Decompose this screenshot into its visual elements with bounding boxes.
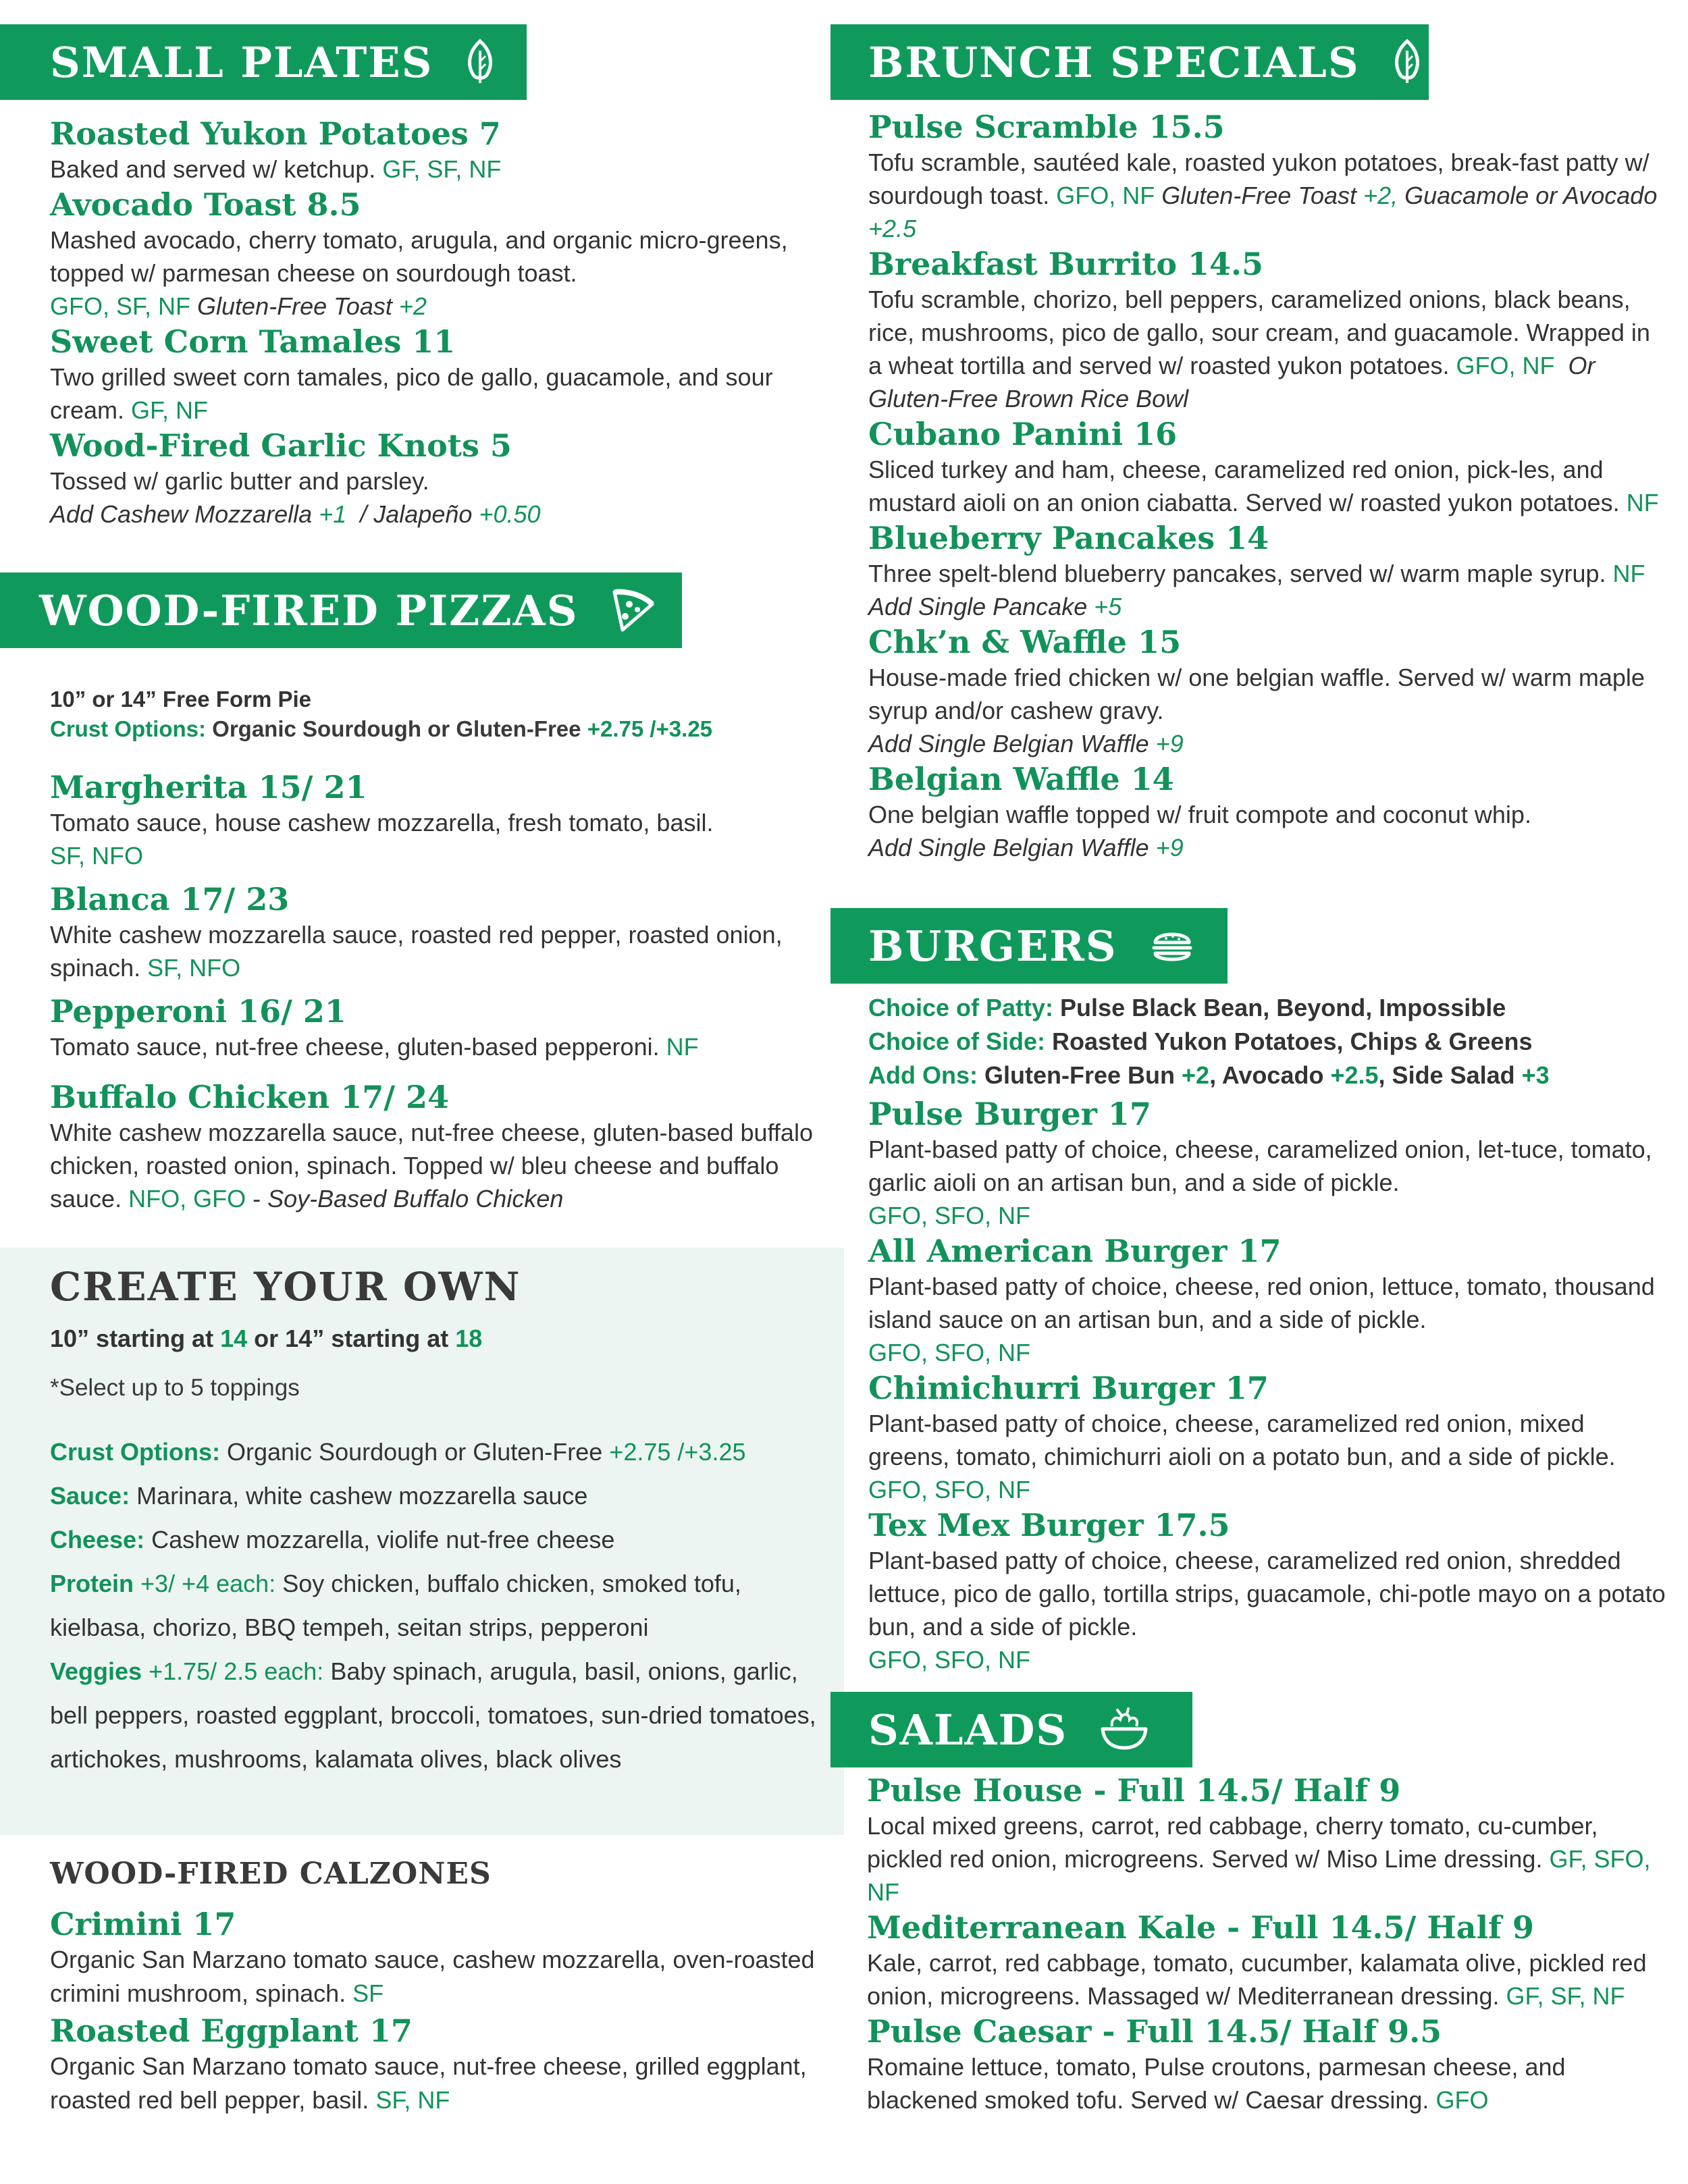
option-value: Soy chicken, buffalo chicken, smoked tofu, kielbasa, chorizo, BBQ tempeh, seitan strips, pepperoni: [50, 1570, 741, 1641]
menu-item: [867, 1772, 1670, 1909]
item-name: Pulse House - Full 14.5/ Half 9: [867, 1772, 1401, 1809]
burgers-title: BURGERS: [868, 921, 1117, 971]
option-label: Sauce:: [50, 1482, 130, 1510]
item-name: Tex Mex Burger 17.5: [868, 1507, 1230, 1543]
price-a: 14: [220, 1325, 248, 1352]
burger-options: [868, 991, 1672, 1092]
item-desc: Three spelt-blend blueberry pancakes, served w/ warm maple syrup.: [868, 560, 1606, 587]
item-name: Cubano Panini 16: [868, 416, 1178, 452]
item-tags: NF: [1626, 489, 1659, 516]
item-tags: GFO: [1435, 2086, 1489, 2114]
cyo-protein: [50, 1562, 833, 1649]
option-price: +3/ +4 each:: [140, 1570, 276, 1597]
burgers-list: [868, 1095, 1672, 1676]
addon-label: Guacamole or Avocado: [1404, 182, 1658, 209]
item-desc: White cashew mozzarella sauce, roasted red pepper, roasted onion, spinach.: [50, 921, 783, 982]
item-name: Mediterranean Kale - Full 14.5/ Half 9: [867, 1909, 1534, 1946]
menu-item: [868, 1095, 1672, 1232]
addon-name: , Side Salad: [1378, 1061, 1515, 1089]
item-desc: Kale, carrot, red cabbage, tomato, cucumber, kalamata olive, pickled red onion, microgreens. Massaged w/ Mediterranean dressing.: [867, 1949, 1647, 2010]
item-tags: GFO, SFO, NF: [868, 1476, 1030, 1503]
addon-price: +2,: [1363, 182, 1398, 209]
item-desc: Plant-based patty of choice, cheese, caramelized onion, let-tuce, tomato, garlic aioli on an artisan bun, and a side of pickle.: [868, 1136, 1652, 1196]
item-desc: Tomato sauce, house cashew mozzarella, fresh tomato, basil.: [50, 809, 714, 836]
salads-list: [867, 1772, 1670, 2116]
item-tags: GF, SF, NF: [1506, 1982, 1625, 2010]
item-tags: GF, NF: [131, 396, 209, 424]
addon-price: +2: [398, 292, 427, 320]
crust-price: +2.75 /+3.25: [587, 716, 713, 741]
item-name: Roasted Yukon Potatoes 7: [50, 115, 501, 152]
addon-price: +2: [1182, 1061, 1210, 1089]
option-value: Roasted Yukon Potatoes, Chips & Greens: [1052, 1028, 1533, 1055]
item-tags: SF, NFO: [147, 954, 241, 982]
item-name: Margherita 15/ 21: [50, 769, 367, 805]
item-name: Pulse Caesar - Full 14.5/ Half 9.5: [867, 2013, 1442, 2050]
item-name: Chimichurri Burger 17: [868, 1370, 1269, 1406]
menu-item: [868, 760, 1665, 864]
item-desc: Tofu scramble, sautéed kale, roasted yukon potatoes, break-fast patty w/ sourdough toast.: [868, 149, 1650, 209]
salad-bowl-icon: [1099, 1706, 1150, 1753]
option-value: Marinara, white cashew mozzarella sauce: [136, 1482, 588, 1510]
item-name: All American Burger 17: [868, 1233, 1282, 1269]
cyo-sizes: [50, 1325, 482, 1353]
addon-label: Add Single Pancake: [868, 593, 1088, 620]
item-desc: Tossed w/ garlic butter and parsley.: [50, 467, 429, 495]
menu-item: [50, 1905, 826, 2010]
patty-choice: [868, 991, 1672, 1025]
crust-value: Organic Sourdough or Gluten-Free: [212, 716, 581, 741]
menu-item: [868, 1232, 1672, 1369]
item-name: Pepperoni 16/ 21: [50, 993, 346, 1030]
item-desc: House-made fried chicken w/ one belgian waffle. Served w/ warm maple syrup and/or cashew gravy.: [868, 664, 1645, 724]
option-label: Add Ons:: [868, 1061, 978, 1089]
menu-item: [868, 623, 1665, 760]
item-tags: GFO, SFO, NF: [868, 1646, 1030, 1674]
item-name: Belgian Waffle 14: [868, 761, 1174, 797]
addon-label: Add Cashew Mozzarella: [50, 500, 313, 528]
burgers-banner: [830, 908, 1228, 984]
item-tags: GF, SFO, NF: [867, 1845, 1651, 1906]
menu-item: [50, 115, 826, 186]
item-desc: Mashed avocado, cherry tomato, arugula, and organic micro-greens, topped w/ parmesan cheese on sourdough toast.: [50, 226, 788, 287]
burger-addons: [868, 1059, 1672, 1092]
cyo-sauce: [50, 1474, 833, 1518]
item-desc: Local mixed greens, carrot, red cabbage, cherry tomato, cu-cumber, pickled red onion, microgreens. Served w/ Miso Lime dressing.: [867, 1812, 1598, 1873]
brunch-title: BRUNCH SPECIALS: [868, 37, 1360, 87]
item-desc: Baked and served w/ ketchup.: [50, 155, 376, 183]
item-tags: GFO, NF: [1456, 352, 1555, 379]
menu-item: [868, 1506, 1672, 1676]
menu-item: [50, 186, 826, 323]
item-desc: Organic San Marzano tomato sauce, nut-free cheese, grilled eggplant, roasted red bell pepper, basil.: [50, 2052, 807, 2114]
item-tags: GFO, SF, NF: [50, 292, 191, 320]
menu-item: [50, 992, 826, 1063]
cyo-options: [50, 1430, 833, 1781]
item-desc: White cashew mozzarella sauce, nut-free cheese, gluten-based buffalo chicken, roasted onion, spinach. Topped w/ bleu cheese and buffalo sauce.: [50, 1119, 813, 1213]
item-tags: SF: [352, 1979, 384, 2007]
size-b: or 14” starting at: [254, 1325, 449, 1352]
item-name: Blueberry Pancakes 14: [868, 520, 1269, 556]
toppings-note: *Select up to 5 toppings: [50, 1375, 300, 1401]
addon-price: +9: [1155, 730, 1184, 757]
brunch-banner: [830, 24, 1429, 100]
menu-item: [50, 768, 826, 872]
option-value: Pulse Black Bean, Beyond, Impossible: [1060, 994, 1506, 1021]
addon-price: +5: [1094, 593, 1122, 620]
small-plates-list: [50, 115, 826, 531]
option-label: Cheese:: [50, 1526, 145, 1553]
menu-item: [50, 2012, 826, 2117]
pizzas-list: [50, 768, 826, 1215]
item-name: Pulse Burger 17: [868, 1096, 1151, 1132]
item-name: Sweet Corn Tamales 11: [50, 323, 456, 360]
burger-icon: [1149, 922, 1196, 969]
cyo-crust: [50, 1430, 833, 1474]
option-value: Organic Sourdough or Gluten-Free: [227, 1438, 603, 1466]
addon-price: +2.5: [1330, 1061, 1379, 1089]
option-price: +2.75 /+3.25: [609, 1438, 746, 1466]
item-desc: Tomato sauce, nut-free cheese, gluten-based pepperoni.: [50, 1033, 660, 1061]
addon-label: Gluten-Free Toast: [1161, 182, 1357, 209]
item-tags: GF, SF, NF: [382, 155, 502, 183]
addon-price: +0.50: [479, 500, 541, 528]
menu-item: [868, 245, 1665, 415]
item-desc: Tofu scramble, chorizo, bell peppers, caramelized onions, black beans, rice, mushrooms, pico de gallo, sour cream, and guacamole. Wrapped in a wheat tortilla and served w/ roasted yukon potatoes.: [868, 286, 1650, 379]
item-desc: Plant-based patty of choice, cheese, caramelized red onion, mixed greens, tomato, chimichurri aioli on a potato bun, and a side of pickle.: [868, 1410, 1616, 1470]
item-name: Buffalo Chicken 17/ 24: [50, 1079, 450, 1115]
menu-item: [867, 1909, 1670, 2013]
pizza-crust-options: [50, 714, 826, 744]
addon-label: Add Single Belgian Waffle: [868, 730, 1149, 757]
item-desc: One belgian waffle topped w/ fruit compote and coconut whip.: [868, 801, 1531, 828]
calzones-title: WOOD-FIRED CALZONES: [50, 1857, 492, 1891]
cyo-veggies: [50, 1649, 833, 1781]
item-name: Chk’n & Waffle 15: [868, 624, 1182, 660]
size-a: 10” starting at: [50, 1325, 214, 1352]
addon-name: , Avocado: [1209, 1061, 1324, 1089]
addon-label: Add Single Belgian Waffle: [868, 834, 1149, 861]
addon-name: Gluten-Free Bun: [984, 1061, 1176, 1089]
side-choice: [868, 1025, 1672, 1059]
menu-item: [50, 880, 826, 984]
leaf-icon: [1391, 38, 1423, 86]
create-your-own-title: CREATE YOUR OWN: [50, 1264, 521, 1310]
option-label: Crust Options:: [50, 1438, 220, 1466]
pizzas-title: WOOD-FIRED PIZZAS: [39, 585, 579, 635]
item-name: Pulse Scramble 15.5: [868, 109, 1225, 145]
menu-item: [868, 1369, 1672, 1506]
item-name: Blanca 17/ 23: [50, 881, 290, 917]
item-tags: NF: [1612, 560, 1645, 587]
addon-price: +1: [319, 500, 347, 528]
price-b: 18: [455, 1325, 483, 1352]
pizza-slice-icon: [609, 587, 656, 634]
crust-label: Crust Options:: [50, 716, 206, 741]
item-name: Crimini 17: [50, 1906, 236, 1942]
option-label: Choice of Side:: [868, 1028, 1046, 1055]
pizzas-banner: [0, 572, 682, 648]
salads-banner: [830, 1692, 1192, 1767]
item-desc: Organic San Marzano tomato sauce, cashew mozzarella, oven-roasted crimini mushroom, spinach.: [50, 1946, 815, 2007]
menu-item: [868, 415, 1665, 519]
menu-item: [50, 323, 826, 427]
addon-price: +2.5: [868, 215, 917, 242]
item-name: Roasted Eggplant 17: [50, 2013, 413, 2049]
option-value: Baby spinach, arugula, basil, onions, garlic, bell peppers, roasted eggplant, broccoli, tomatoes, sun-dried tomatoes, artichokes, mushrooms, kalamata olives, black olives: [50, 1657, 816, 1773]
option-price: +1.75/ 2.5 each:: [149, 1657, 324, 1685]
leaf-icon: [464, 38, 496, 86]
option-value: Cashew mozzarella, violife nut-free cheese: [151, 1526, 615, 1553]
item-name: Avocado Toast 8.5: [50, 186, 361, 223]
item-name: Wood-Fired Garlic Knots 5: [50, 427, 512, 464]
item-tags: GFO, SFO, NF: [868, 1339, 1030, 1366]
item-tags: NFO, GFO: [128, 1185, 246, 1213]
item-tags: SF, NF: [375, 2086, 450, 2114]
item-note: Or Gluten-Free Brown Rice Bowl: [868, 352, 1595, 412]
menu-item: [867, 2013, 1670, 2116]
option-label: Veggies: [50, 1657, 142, 1685]
item-desc: Sliced turkey and ham, cheese, caramelized red onion, pick-les, and mustard aioli on an onion ciabatta. Served w/ roasted yukon potatoes.: [868, 456, 1620, 516]
item-desc: Plant-based patty of choice, cheese, red onion, lettuce, tomato, thousand island sauce on an artisan bun, and a side of pickle.: [868, 1273, 1655, 1333]
addon-price: +9: [1155, 834, 1184, 861]
separator: -: [253, 1185, 261, 1213]
item-desc: Two grilled sweet corn tamales, pico de gallo, guacamole, and sour cream.: [50, 363, 773, 424]
small-plates-banner: [0, 24, 527, 100]
brunch-list: [868, 108, 1665, 864]
menu-item: [50, 427, 826, 531]
menu-item: [50, 1078, 826, 1215]
item-name: Breakfast Burrito 14.5: [868, 246, 1264, 282]
item-tags: NF: [666, 1033, 699, 1061]
pizza-size-note: 10” or 14” Free Form Pie: [50, 687, 311, 712]
item-tags: SF, NFO: [50, 842, 144, 870]
item-tags: GFO, NF: [1056, 182, 1155, 209]
menu-item: [868, 108, 1665, 245]
cyo-cheese: [50, 1518, 833, 1562]
calzones-list: [50, 1905, 826, 2117]
addon-price: +3: [1521, 1061, 1550, 1089]
item-note: Soy-Based Buffalo Chicken: [267, 1185, 564, 1213]
salads-title: SALADS: [868, 1705, 1068, 1755]
menu-item: [868, 519, 1665, 623]
small-plates-title: SMALL PLATES: [50, 37, 433, 87]
item-desc: Plant-based patty of choice, cheese, caramelized red onion, shredded lettuce, pico de gallo, tortilla strips, guacamole, chi-potle mayo on a potato bun, and a side of pickle.: [868, 1547, 1666, 1641]
addon-label: Gluten-Free Toast: [197, 292, 392, 320]
option-label: Choice of Patty:: [868, 994, 1054, 1021]
item-tags: GFO, SFO, NF: [868, 1202, 1030, 1229]
item-desc: Romaine lettuce, tomato, Pulse croutons, parmesan cheese, and blackened smoked tofu. Served w/ Caesar dressing.: [867, 2053, 1566, 2114]
addon-label: / Jalapeño: [360, 500, 473, 528]
option-label: Protein: [50, 1570, 134, 1597]
